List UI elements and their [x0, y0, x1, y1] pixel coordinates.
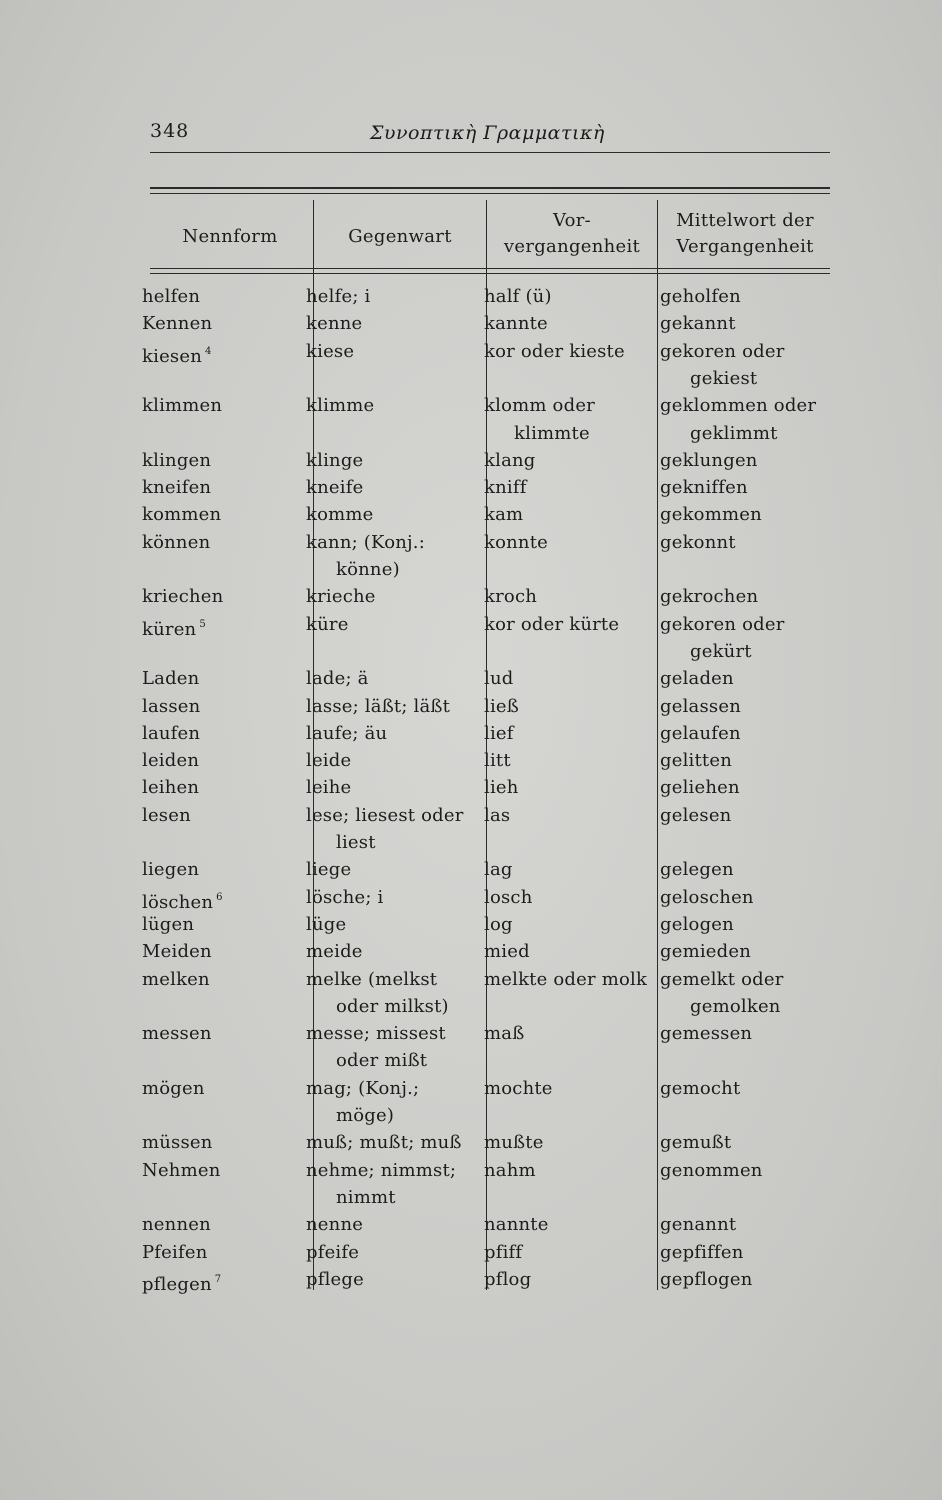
gegenwart-cell: möge): [336, 1105, 395, 1126]
gegenwart-cell: leide: [306, 750, 352, 772]
gegenwart-cell: komme: [306, 504, 374, 526]
gegenwart-cell: kneife: [306, 477, 364, 499]
nennform-text: löschen: [142, 891, 214, 913]
vorvergangenheit-cell: kor oder kürte: [484, 613, 620, 635]
gegenwart-cell: könne): [336, 559, 400, 580]
nennform-text: melken: [142, 968, 210, 990]
nennform-text: helfen: [142, 286, 201, 307]
nennform-cell: [142, 338, 212, 370]
mittelwort-cell: geladen: [660, 668, 734, 690]
vorvergangenheit-cell: losch: [484, 886, 533, 908]
nennform-text: kiesen: [142, 345, 202, 367]
nennform-cell: [142, 665, 199, 692]
vorvergangenheit-cell: konnte: [484, 531, 549, 553]
nennform-cell: [142, 856, 199, 883]
gegenwart-cell: helfe; i: [306, 286, 371, 307]
mittelwort-cell: gelaufen: [660, 722, 741, 744]
mittelwort-cell: geliehen: [660, 777, 740, 799]
gegenwart-cell: lasse; läßt; läßt: [306, 695, 451, 717]
mittelwort-cell: gemelkt oder: [660, 968, 784, 990]
nennform-text: müssen: [142, 1132, 213, 1154]
vorvergangenheit-cell: pflog: [484, 1268, 532, 1290]
gegenwart-cell: küre: [306, 613, 349, 635]
gegenwart-cell: lade; ä: [306, 668, 369, 690]
column-header-line: Nennform: [182, 226, 278, 247]
column-header-line: Mittelwort der: [676, 210, 814, 231]
mittelwort-cell: gekürt: [690, 640, 752, 662]
vorvergangenheit-cell: klomm oder: [484, 395, 595, 417]
column-header-line: Gegenwart: [348, 226, 452, 247]
mittelwort-cell: gelogen: [660, 913, 734, 935]
nennform-text: Meiden: [142, 941, 212, 963]
nennform-text: klimmen: [142, 395, 223, 417]
nennform-text: lassen: [142, 695, 201, 717]
page-number: 348: [150, 120, 190, 142]
mittelwort-cell: geklimmt: [690, 422, 778, 444]
mittelwort-cell: gepfiffen: [660, 1241, 744, 1263]
gegenwart-cell: messe; missest: [306, 1023, 446, 1045]
nennform-cell: [142, 1211, 211, 1238]
header-bottom-rule: [150, 268, 830, 269]
nennform-cell: [142, 283, 200, 310]
nennform-cell: [142, 583, 223, 610]
nennform-cell: [142, 392, 222, 419]
gegenwart-cell: mag; (Konj.;: [306, 1077, 420, 1099]
mittelwort-cell: geholfen: [660, 286, 741, 307]
header-bottom-rule-thin: [150, 273, 830, 274]
mittelwort-cell: genommen: [660, 1159, 763, 1181]
nennform-text: liegen: [142, 859, 200, 881]
mittelwort-cell: gemieden: [660, 941, 752, 963]
vorvergangenheit-cell: lief: [484, 722, 514, 744]
nennform-cell: [142, 693, 200, 720]
vorvergangenheit-cell: klang: [484, 449, 536, 471]
nennform-text: leiden: [142, 750, 200, 772]
nennform-cell: [142, 1157, 221, 1184]
mittelwort-cell: gemocht: [660, 1077, 741, 1099]
gegenwart-cell: klimme: [306, 395, 375, 417]
nennform-text: klingen: [142, 449, 212, 471]
nennform-text: Laden: [142, 668, 200, 690]
nennform-text: küren: [142, 618, 197, 640]
nennform-text: messen: [142, 1023, 212, 1045]
column-divider: [657, 200, 658, 1290]
nennform-cell: [142, 1020, 212, 1047]
nennform-cell: [142, 447, 211, 474]
mittelwort-cell: genannt: [660, 1214, 737, 1236]
nennform-cell: [142, 747, 199, 774]
nennform-cell: [142, 966, 210, 993]
vorvergangenheit-cell: lag: [484, 859, 513, 881]
vorvergangenheit-cell: mied: [484, 941, 530, 963]
gegenwart-cell: melke (melkst: [306, 968, 438, 990]
vorvergangenheit-cell: kor oder kieste: [484, 340, 625, 362]
gegenwart-cell: lösche; i: [306, 886, 384, 908]
nennform-text: können: [142, 531, 211, 553]
column-header-vorvergangenheit: [488, 208, 656, 260]
gegenwart-cell: kann; (Konj.:: [306, 531, 425, 553]
vorvergangenheit-cell: pfiff: [484, 1241, 523, 1263]
mittelwort-cell: gemolken: [690, 995, 781, 1017]
vorvergangenheit-cell: half (ü): [484, 286, 552, 307]
mittelwort-cell: geklommen oder: [660, 395, 817, 417]
mittelwort-cell: gelesen: [660, 804, 732, 826]
gegenwart-cell: lese; liesest oder: [306, 804, 464, 826]
footnote-marker: 7: [214, 1273, 222, 1285]
vorvergangenheit-cell: lieh: [484, 777, 519, 799]
column-header-mittelwort: [660, 208, 830, 260]
vorvergangenheit-cell: kannte: [484, 313, 548, 335]
gegenwart-cell: muß; mußt; muß: [306, 1132, 462, 1154]
mittelwort-cell: gemußt: [660, 1132, 732, 1154]
mittelwort-cell: gelegen: [660, 859, 734, 881]
gegenwart-cell: pflege: [306, 1268, 364, 1290]
nennform-cell: [142, 1239, 208, 1266]
running-title: Συνοπτικὴ Γραμματικὴ: [370, 122, 605, 144]
nennform-cell: [142, 310, 212, 337]
mittelwort-cell: gekniffen: [660, 477, 748, 499]
vorvergangenheit-cell: ließ: [484, 695, 519, 717]
nennform-cell: [142, 474, 211, 501]
mittelwort-cell: gekonnt: [660, 531, 736, 553]
vorvergangenheit-cell: las: [484, 804, 511, 826]
mittelwort-cell: gekommen: [660, 504, 762, 526]
nennform-cell: [142, 802, 191, 829]
footnote-marker: 6: [216, 891, 223, 903]
header-rule: [150, 152, 830, 153]
nennform-cell: [142, 611, 206, 643]
mittelwort-cell: gelitten: [660, 750, 733, 772]
mittelwort-cell: gekoren oder: [660, 340, 785, 362]
nennform-text: pflegen: [142, 1273, 212, 1295]
gegenwart-cell: meide: [306, 941, 363, 963]
gegenwart-cell: leihe: [306, 777, 352, 799]
gegenwart-cell: liege: [306, 859, 352, 881]
nennform-cell: [142, 1266, 221, 1298]
vorvergangenheit-cell: melkte oder molk: [484, 968, 648, 990]
nennform-cell: [142, 774, 199, 801]
table-top-rule: [150, 187, 830, 189]
vorvergangenheit-cell: kniff: [484, 477, 527, 499]
nennform-text: lesen: [142, 804, 191, 826]
vorvergangenheit-cell: mußte: [484, 1132, 544, 1154]
mittelwort-cell: gekannt: [660, 313, 736, 335]
nennform-cell: [142, 1075, 205, 1102]
vorvergangenheit-cell: log: [484, 913, 513, 935]
gegenwart-cell: lüge: [306, 913, 347, 935]
nennform-text: laufen: [142, 722, 201, 744]
vorvergangenheit-cell: nahm: [484, 1159, 536, 1181]
footnote-marker: 4: [205, 345, 212, 357]
nennform-text: Pfeifen: [142, 1241, 208, 1263]
vorvergangenheit-cell: klimmte: [514, 422, 590, 444]
gegenwart-cell: nehme; nimmst;: [306, 1159, 457, 1181]
nennform-text: kriechen: [142, 586, 224, 608]
nennform-text: leihen: [142, 777, 200, 799]
nennform-text: nennen: [142, 1214, 211, 1236]
mittelwort-cell: geklungen: [660, 449, 758, 471]
gegenwart-cell: liest: [336, 832, 376, 853]
column-header-line: Vor-: [552, 210, 592, 231]
gegenwart-cell: kenne: [306, 313, 363, 335]
gegenwart-cell: oder mißt: [336, 1050, 428, 1072]
nennform-cell: [142, 911, 194, 938]
nennform-cell: [142, 529, 210, 556]
column-header-nennform: [150, 224, 310, 250]
vorvergangenheit-cell: maß: [484, 1023, 525, 1045]
vorvergangenheit-cell: kam: [484, 504, 524, 526]
gegenwart-cell: laufe; äu: [306, 722, 388, 744]
vorvergangenheit-cell: lud: [484, 668, 514, 690]
vorvergangenheit-cell: mochte: [484, 1077, 553, 1099]
nennform-text: lügen: [142, 913, 195, 935]
mittelwort-cell: gekoren oder: [660, 613, 785, 635]
vorvergangenheit-cell: kroch: [484, 586, 538, 608]
mittelwort-cell: geloschen: [660, 886, 754, 908]
gegenwart-cell: nenne: [306, 1214, 364, 1236]
nennform-cell: [142, 720, 200, 747]
nennform-cell: [142, 1129, 213, 1156]
mittelwort-cell: gepflogen: [660, 1268, 753, 1290]
footnote-marker: 5: [199, 618, 206, 630]
gegenwart-cell: kiese: [306, 340, 355, 362]
vorvergangenheit-cell: litt: [484, 750, 511, 772]
mittelwort-cell: gelassen: [660, 695, 741, 717]
gegenwart-cell: klinge: [306, 449, 364, 471]
nennform-cell: [142, 938, 212, 965]
nennform-text: kommen: [142, 504, 222, 526]
gegenwart-cell: oder milkst): [336, 995, 449, 1017]
nennform-text: Nehmen: [142, 1159, 221, 1181]
mittelwort-cell: gekiest: [690, 367, 758, 389]
mittelwort-cell: gemessen: [660, 1023, 753, 1045]
gegenwart-cell: nimmt: [336, 1186, 396, 1208]
gegenwart-cell: pfeife: [306, 1241, 360, 1263]
nennform-text: kneifen: [142, 477, 212, 499]
nennform-cell: [142, 501, 221, 528]
vorvergangenheit-cell: nannte: [484, 1214, 549, 1236]
gegenwart-cell: krieche: [306, 586, 376, 608]
nennform-text: mögen: [142, 1077, 205, 1099]
column-header-line: vergangenheit: [503, 236, 641, 257]
column-header-gegenwart: [316, 224, 484, 250]
column-header-line: Vergangenheit: [676, 236, 814, 257]
mittelwort-cell: gekrochen: [660, 586, 759, 608]
nennform-text: Kennen: [142, 313, 213, 335]
table-top-rule-thin: [150, 193, 830, 194]
